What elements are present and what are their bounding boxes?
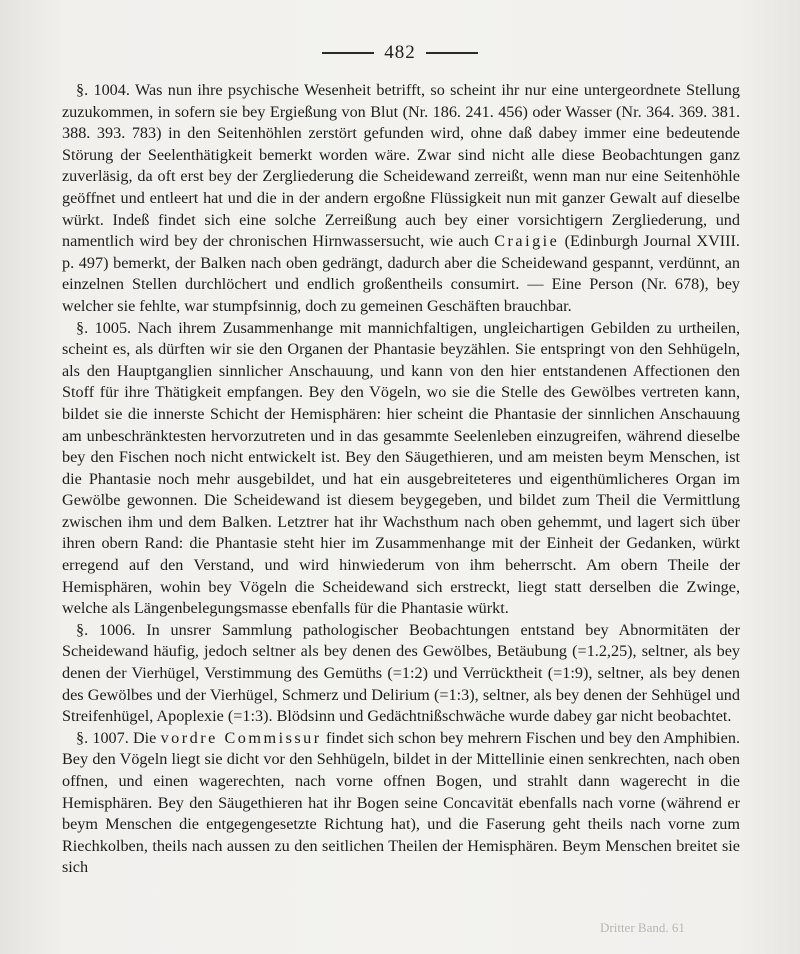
header-rule-left <box>322 52 374 54</box>
paragraph-1004-text-cont: (Edinburgh Journal XVIII. p. 497) bemerkt, der Balken nach oben gedrängt, dadurch aber die Scheidewand gespannt, verdünnt, an einzelnen Stellen durchlöchert und endlich großentheils consumirt. — Eine Person (Nr. 678), bey welcher sie fehlte, war stumpfsinnig, doch zu gemeinen Geschäften brauchbar. <box>62 232 740 315</box>
spaced-name-craigie: Craigie <box>494 232 560 251</box>
spaced-term-vordre-commissur: vordre Commissur <box>160 728 322 747</box>
paragraph-1005 <box>62 318 740 620</box>
page-number: 482 <box>384 42 416 63</box>
paragraph-1007-text-cont: findet sich schon bey mehrern Fischen und bey den Amphibien. Bey den Vögeln liegt sie dicht vor den Sehhügeln, bildet in der Mittellinie einen senkrechten, nach oben offnen, und einen wagerechten, nach vorne offnen Bogen, und strahlt dann wagerecht in die Hemisphären. Bey den Säugethieren hat ihr Bogen seine Concavität ebenfalls nach vorne (während er beym Menschen die entgegengesetzte Richtung hat), und die Faserung geht theils nach vorne zum Riechkolben, theils nach aussen zu den seitlichen Theilen der Hemisphären. Beym Menschen breitet sie sich <box>62 728 740 877</box>
paragraph-1005-text: §. 1005. Nach ihrem Zusammenhange mit mannichfaltigen, ungleichartigen Gebilden zu urtheilen, scheint es, als dürften wir sie den Organen der Phantasie beyzählen. Sie entspringt von den Sehhügeln, als den Hauptganglien sinnlicher Anschauung, und kann von den hier entstandenen Affectionen den Stoff für ihre Thätigkeit empfangen. Bey den Vögeln, wo sie die Stelle des Gewölbes vertreten kann, bildet sie die innerste Schicht der Hemisphären: hier scheint die Phantasie der sinnlichen Anschauung am unbeschränktesten hervorzutreten und in das gesammte Seelenleben einzugreifen, während dieselbe bey den Fischen noch nicht entwickelt ist. Bey den Säugethieren, und am meisten beym Menschen, ist die Phantasie noch mehr ausgebildet, und hat ein ausgebreiteteres und eigenthümlicheres Organ im Gewölbe gewonnen. Die Scheidewand ist diesem beygegeben, und bildet zum Theil die Vermittlung zwischen ihm und dem Balken. Letztrer hat ihr Wachsthum nach oben gehemmt, und lagert sich über ihren obern Rand: die Phantasie steht hier im Zusammenhange mit der Einheit der Gedanken, würkt erregend auf den Verstand, und wird hinwiederum von ihm beherrscht. Am obern Theile der Hemisphären, wohin bey Vögeln die Scheidewand sich erstreckt, liegt statt derselben die Zwinge, welche als Längenbelegungsmasse ebenfalls für die Phantasie würkt. <box>62 318 740 618</box>
page-header <box>0 42 800 64</box>
paragraph-1004 <box>62 80 740 318</box>
footer-signature: Dritter Band. 61 <box>600 920 685 935</box>
body-text <box>62 80 740 879</box>
paragraph-1006 <box>62 620 740 728</box>
header-rule-right <box>426 52 478 54</box>
paragraph-1006-text: §. 1006. In unsrer Sammlung pathologischer Beobachtungen entstand bey Abnormitäten der Scheidewand häufig, jedoch seltner als bey denen des Gewölbes, Betäubung (=1.2,25), seltner, als bey denen der Vierhügel, Verstimmung des Gemüths (=1:2) und Verrücktheit (=1:9), seltner, als bey denen des Gewölbes und der Vierhügel, Schmerz und Delirium (=1:3), seltner, als bey denen der Sehhügel und Streifenhügel, Apoplexie (=1:3). Blödsinn und Gedächtnißschwäche wurde dabey gar nicht beobachtet. <box>62 620 740 726</box>
paragraph-1004-text: §. 1004. Was nun ihre psychische Wesenheit betrifft, so scheint ihr nur eine untergeordnete Stellung zuzukommen, in sofern sie bey Ergießung von Blut (Nr. 186. 241. 456) oder Wasser (Nr. 364. 369. 381. 388. 393. 783) in den Seitenhöhlen zerstört gefunden wird, ohne daß dabey immer eine bedeutende Störung der Seelenthätigkeit bemerkt worden wäre. Zwar sind nicht alle diese Beobachtungen ganz zuverläsig, da oft erst bey der Zergliederung die Scheidewand zerreißt, wenn man nur eine Seitenhöhle geöffnet und entleert hat und die in der andern ergoßne Flüssigkeit nun mit ganzer Gewalt auf dieselbe würkt. Indeß findet sich eine solche Zerreißung auch bey einer vorsichtigern Zergliederung, und namentlich wird bey der chronischen Hirnwassersucht, wie auch <box>62 81 740 251</box>
paragraph-1007-text: §. 1007. Die <box>76 728 161 747</box>
paragraph-1007 <box>62 728 740 879</box>
